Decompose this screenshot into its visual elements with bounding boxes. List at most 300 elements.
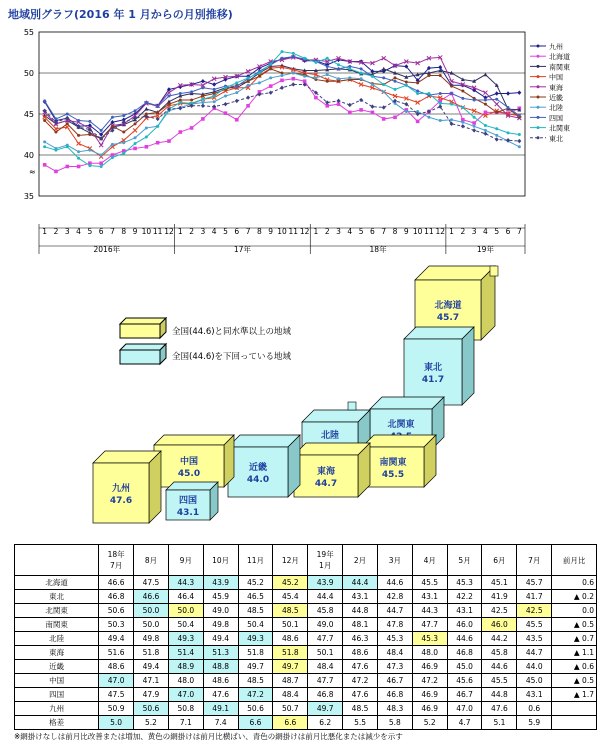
table-cell: 51.3 [203, 646, 238, 660]
data-point [111, 156, 114, 159]
data-point [473, 125, 476, 128]
x-tick-label: 11 [152, 227, 163, 236]
table-cell: 48.4 [377, 646, 412, 660]
data-point [65, 165, 69, 169]
data-point [201, 101, 204, 104]
data-point [495, 134, 498, 137]
x-tick-label: 5 [494, 227, 500, 236]
table-cell: 45.7 [517, 576, 552, 590]
table-cell: 49.4 [134, 660, 169, 674]
table-cell: 43.9 [308, 576, 343, 590]
region-name: 北海道 [434, 301, 462, 311]
column-header: 6月 [482, 545, 517, 576]
table-cell: 48.9 [168, 660, 203, 674]
year-label: 17年 [233, 245, 251, 254]
data-point [77, 150, 80, 153]
table-row [15, 674, 597, 688]
table-cell: 47.5 [99, 688, 134, 702]
legend-label-above: 全国(44.6)と同水準以上の地域 [172, 327, 292, 337]
data-point [484, 124, 487, 127]
x-tick-label: 12 [299, 227, 310, 236]
table-cell: 48.1 [343, 618, 378, 632]
data-point [518, 145, 521, 148]
x-tick-label: 1 [449, 227, 454, 236]
region-value: 47.6 [109, 496, 133, 506]
row-label: 四国 [15, 688, 99, 702]
data-point [134, 109, 137, 112]
data-point [43, 145, 46, 148]
table-cell: 47.7 [412, 618, 447, 632]
data-point [382, 83, 385, 86]
table-cell: 5.5 [343, 716, 378, 730]
legend-label: 北海道 [549, 53, 570, 62]
table-cell: 51.8 [134, 646, 169, 660]
data-point [473, 116, 476, 119]
table-cell: 47.2 [412, 674, 447, 688]
table-cell: 46.3 [343, 632, 378, 646]
table-row [15, 702, 597, 716]
legend-swatch-above [120, 324, 160, 338]
table-cell: 46.8 [99, 590, 134, 604]
y-tick-label: 55 [23, 28, 34, 37]
data-point [178, 130, 182, 134]
table-cell: 47.2 [238, 688, 273, 702]
table-cell: 49.1 [203, 702, 238, 716]
map-legend [120, 318, 292, 364]
data-point [258, 72, 261, 75]
table-cell: ▲ 1.1 [552, 646, 597, 660]
data-point [201, 117, 205, 121]
data-point [77, 134, 80, 137]
table-cell: 50.8 [168, 702, 203, 716]
row-label: 北関東 [15, 604, 99, 618]
region-name: 近畿 [248, 463, 268, 473]
column-header: 前月比 [552, 545, 597, 576]
table-cell: 49.0 [203, 604, 238, 618]
region-box-8 [154, 435, 234, 487]
column-header: 11月 [238, 545, 273, 576]
legend-marker [537, 75, 540, 78]
table-cell: 47.7 [308, 674, 343, 688]
data-point [269, 62, 272, 65]
data-point [269, 76, 272, 79]
x-tick-label: 4 [76, 227, 81, 236]
data-point [179, 101, 182, 104]
table-cell: ▲ 0.2 [552, 590, 597, 604]
table-cell: 45.3 [412, 632, 447, 646]
table-cell: 50.6 [238, 702, 273, 716]
legend-marker [537, 136, 540, 139]
data-point [111, 125, 114, 128]
table-cell: 42.2 [447, 590, 482, 604]
table-cell: 48.6 [203, 674, 238, 688]
table-cell: 47.6 [203, 688, 238, 702]
data-point [439, 119, 442, 122]
data-point [201, 94, 204, 97]
table-cell: 48.5 [238, 604, 273, 618]
corner-cell [15, 545, 99, 576]
line-chart [0, 0, 597, 262]
data-point [416, 120, 420, 124]
data-point [405, 84, 408, 87]
data-point [88, 133, 91, 136]
table-cell: 45.0 [447, 660, 482, 674]
data-point [405, 81, 408, 84]
data-point [495, 127, 498, 130]
region-name: 東海 [316, 467, 336, 477]
data-point [461, 106, 464, 109]
table-cell: 42.5 [482, 604, 517, 618]
data-point [371, 75, 374, 78]
data-point [54, 117, 57, 120]
x-tick-label: 9 [403, 227, 409, 236]
data-point [382, 76, 385, 79]
region-value: 45.0 [177, 469, 201, 479]
table-cell: 43.1 [412, 590, 447, 604]
table-cell: 46.8 [447, 646, 482, 660]
data-point [337, 67, 340, 70]
x-tick-label: 8 [121, 227, 127, 236]
data-point [314, 76, 317, 79]
table-cell: 6.6 [238, 716, 273, 730]
x-tick-label: 1 [42, 227, 48, 236]
table-cell: 46.0 [447, 618, 482, 632]
data-point [111, 143, 114, 146]
y-tick-label: 35 [23, 192, 34, 201]
data-point [247, 76, 250, 79]
data-point [439, 102, 442, 105]
x-tick-label: 2 [460, 227, 466, 236]
table-cell: 47.9 [134, 688, 169, 702]
column-header: 12月 [273, 545, 308, 576]
data-point [122, 114, 125, 117]
column-header: 10月 [203, 545, 238, 576]
x-tick-label: 1 [177, 227, 183, 236]
table-cell: 50.9 [99, 702, 134, 716]
table-cell: 45.2 [238, 576, 273, 590]
table-cell: 50.3 [99, 618, 134, 632]
table-cell: 0.0 [552, 604, 597, 618]
data-point [122, 141, 125, 144]
data-point [156, 125, 159, 128]
year-label: 18年 [369, 245, 387, 254]
data-point [179, 92, 182, 95]
data-point [145, 126, 148, 129]
table-cell: 49.4 [99, 632, 134, 646]
table-cell: 48.4 [308, 660, 343, 674]
data-point [326, 65, 329, 68]
data-point [484, 99, 487, 102]
table-cell: 48.5 [343, 702, 378, 716]
data-point [360, 72, 363, 75]
chart-title: 地域別グラフ(2016 年 1 月からの月別推移) [8, 8, 233, 21]
x-tick-label: 6 [98, 227, 104, 236]
table-cell: 47.0 [168, 688, 203, 702]
legend-marker [537, 45, 540, 48]
table-cell: 45.5 [517, 618, 552, 632]
data-point [394, 76, 397, 79]
column-header: 8月 [134, 545, 169, 576]
table-cell: 5.2 [134, 716, 169, 730]
data-point [235, 85, 238, 88]
data-point [167, 94, 170, 97]
table-cell: 43.1 [447, 604, 482, 618]
data-point [213, 100, 216, 103]
data-point [326, 73, 329, 76]
x-tick-label: 4 [347, 227, 353, 236]
data-point [247, 84, 250, 87]
data-point [43, 99, 46, 102]
data-point [484, 129, 487, 132]
table-cell: 47.8 [377, 618, 412, 632]
table-cell: 42.5 [517, 604, 552, 618]
data-point [134, 136, 137, 139]
table-cell: 45.2 [273, 576, 308, 590]
row-label: 北陸 [15, 632, 99, 646]
table-cell: 45.3 [377, 632, 412, 646]
table-cell: 46.7 [447, 688, 482, 702]
table-cell [552, 716, 597, 730]
x-tick-label: 3 [336, 227, 341, 236]
data-point [156, 105, 159, 108]
data-point [439, 92, 442, 95]
data-point [292, 77, 296, 81]
region-value: 45.5 [381, 470, 405, 480]
table-row [15, 576, 597, 590]
table-row [15, 632, 597, 646]
data-point [484, 111, 488, 115]
data-point [235, 81, 238, 84]
table-cell: 48.0 [168, 674, 203, 688]
table-cell: 47.0 [447, 702, 482, 716]
table-cell: 46.8 [308, 688, 343, 702]
data-point [43, 163, 47, 167]
table-cell: 44.8 [482, 688, 517, 702]
x-tick-label: 9 [132, 227, 138, 236]
table-cell: 50.6 [134, 702, 169, 716]
data-point [66, 122, 69, 125]
data-point [156, 111, 159, 114]
table-cell: 44.3 [168, 576, 203, 590]
y-tick-label: 50 [23, 69, 34, 78]
table-cell: 46.6 [134, 590, 169, 604]
data-point [269, 67, 272, 70]
data-point [371, 83, 374, 86]
table-cell [552, 702, 597, 716]
column-header: 3月 [377, 545, 412, 576]
box-top [154, 435, 234, 445]
region-name: 北関東 [387, 420, 415, 430]
legend-swatch-below [120, 350, 160, 364]
data-point [111, 116, 114, 119]
table-cell: 44.6 [447, 632, 482, 646]
data-point [54, 149, 57, 152]
x-tick-label: 8 [257, 227, 262, 236]
year-label: 19年 [476, 245, 494, 254]
table-cell: 45.8 [482, 646, 517, 660]
x-tick-label: 6 [370, 227, 375, 236]
data-point [292, 72, 295, 75]
data-point [99, 161, 103, 165]
data-point [507, 106, 510, 109]
table-cell: 47.2 [343, 674, 378, 688]
data-point [473, 99, 476, 102]
column-header: 5月 [447, 545, 482, 576]
data-point [43, 119, 46, 122]
data-point [77, 157, 80, 160]
data-point [416, 92, 419, 95]
x-tick-label: 3 [200, 227, 206, 236]
data-point [314, 61, 317, 64]
data-point [518, 133, 521, 136]
x-tick-label: 3 [64, 227, 70, 236]
row-label: 格差 [15, 716, 99, 730]
x-tick-label: 1 [313, 227, 319, 236]
table-cell: 46.9 [412, 660, 447, 674]
table-cell: 44.6 [377, 576, 412, 590]
table-cell: 6.6 [273, 716, 308, 730]
data-point [518, 114, 521, 117]
region-name: 中国 [179, 457, 199, 467]
x-tick-label: 2 [324, 227, 330, 236]
row-label: 南関東 [15, 618, 99, 632]
region-name: 南関東 [379, 458, 407, 468]
data-point [461, 121, 464, 124]
table-cell: 7.4 [203, 716, 238, 730]
table-cell: 44.7 [377, 604, 412, 618]
data-point [122, 152, 125, 155]
data-point [213, 94, 216, 97]
table-cell: 47.1 [134, 674, 169, 688]
x-tick-label: 10 [277, 227, 287, 236]
region-value: 41.7 [421, 375, 445, 385]
table-cell: 47.7 [308, 632, 343, 646]
table-cell: 50.0 [168, 604, 203, 618]
row-label: 東海 [15, 646, 99, 660]
table-row [15, 646, 597, 660]
data-point [100, 154, 103, 157]
box-top [362, 435, 436, 447]
table-cell: 45.5 [412, 576, 447, 590]
table-cell: 47.0 [99, 674, 134, 688]
data-point [134, 122, 137, 125]
data-point [393, 115, 397, 119]
box-top [166, 482, 218, 490]
box-top [370, 397, 444, 409]
x-tick-label: 7 [245, 227, 251, 236]
table-cell: 46.0 [482, 618, 517, 632]
data-point [326, 57, 329, 60]
data-point [461, 97, 464, 100]
x-tick-label: 12 [435, 227, 446, 236]
table-cell: 0.6 [552, 576, 597, 590]
x-tick-label: 7 [516, 227, 522, 236]
column-header: 19年 1月 [308, 545, 343, 576]
data-point [360, 77, 363, 80]
legend-marker [537, 96, 540, 99]
table-cell: 47.6 [343, 660, 378, 674]
legend-marker [537, 65, 540, 68]
table-cell: 45.9 [203, 590, 238, 604]
data-point [484, 103, 487, 106]
x-tick-label: 7 [110, 227, 115, 236]
data-point [66, 113, 69, 116]
table-cell: 42.8 [377, 590, 412, 604]
data-point [359, 108, 363, 112]
table-cell: 49.0 [308, 618, 343, 632]
data-point [145, 101, 148, 104]
box-top [228, 435, 300, 447]
x-tick-label: 11 [288, 227, 299, 236]
table-cell: 51.8 [238, 646, 273, 660]
table-cell: 47.6 [343, 688, 378, 702]
region-box-7 [228, 435, 300, 497]
data-point [190, 99, 193, 102]
table-cell: 5.2 [412, 716, 447, 730]
table-cell: 41.7 [517, 590, 552, 604]
table-cell: 50.7 [273, 702, 308, 716]
table-cell: 46.7 [377, 674, 412, 688]
table-cell: 5.9 [517, 716, 552, 730]
table-cell: 51.8 [273, 646, 308, 660]
data-point [269, 84, 273, 88]
table-cell: 48.7 [273, 674, 308, 688]
legend-label: 近畿 [549, 94, 563, 102]
box-side [462, 327, 474, 405]
x-tick-label: 6 [505, 227, 511, 236]
table-cell: 5.1 [482, 716, 517, 730]
table-cell: 48.6 [99, 660, 134, 674]
table-cell: ▲ 0.6 [552, 660, 597, 674]
table-cell: 49.4 [203, 632, 238, 646]
footnote: ※網掛けなしは前月比改善または増加、黄色の網掛けは前月比横ばい、青色の網掛けは前月比悪化または減少を示す [14, 732, 403, 741]
data-point [348, 111, 352, 115]
column-header: 9月 [168, 545, 203, 576]
data-point [382, 90, 385, 93]
table-row [15, 590, 597, 604]
region-value: 45.7 [436, 313, 460, 323]
region-value: 43.1 [176, 508, 200, 518]
diff-row [15, 716, 597, 730]
data-point [314, 96, 318, 100]
table-cell: 47.6 [482, 702, 517, 716]
data-point [88, 164, 91, 167]
data-point [337, 63, 340, 66]
data-point [133, 147, 137, 151]
x-tick-label: 5 [358, 227, 364, 236]
table-cell: 49.3 [168, 632, 203, 646]
table-cell: 7.1 [168, 716, 203, 730]
data-point [54, 170, 58, 174]
data-point [66, 145, 69, 148]
table-cell: 45.4 [273, 590, 308, 604]
column-header: 18年 7月 [99, 545, 134, 576]
data-point [224, 86, 227, 89]
table-cell: 5.8 [377, 716, 412, 730]
data-point [427, 74, 430, 77]
table-cell: 45.3 [447, 576, 482, 590]
data-point [495, 111, 498, 114]
y-tick-label: 45 [23, 110, 34, 119]
table-cell: 46.9 [412, 688, 447, 702]
table-cell: 4.7 [447, 716, 482, 730]
table-cell: 49.8 [134, 632, 169, 646]
column-header: 2月 [343, 545, 378, 576]
x-tick-label: 7 [381, 227, 387, 236]
table-cell: 44.2 [482, 632, 517, 646]
table-cell: 47.5 [134, 576, 169, 590]
data-point [303, 57, 306, 60]
